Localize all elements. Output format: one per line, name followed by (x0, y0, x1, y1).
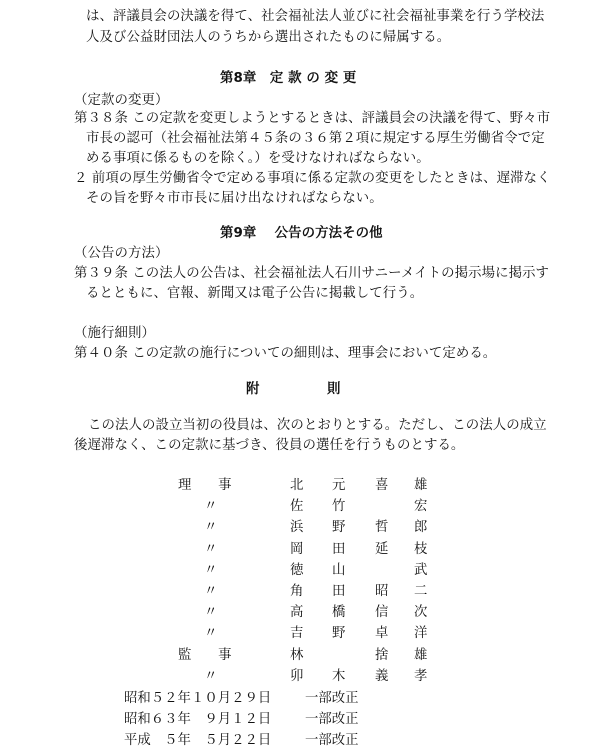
text-line: 第４０条 この定款の施行についての細則は、理事会において定める。 (74, 346, 497, 361)
officer-row (150, 645, 450, 667)
officer-name-char: 義 (375, 668, 389, 684)
officer-role: 〃 (204, 562, 218, 578)
text-line: 市長の認可（社会福祉法第４５条の３６第２項に規定する厚生労働省令で定 (86, 131, 545, 146)
revision-note: 一部改正 (305, 733, 359, 748)
section-heading: 附 則 (246, 382, 341, 397)
text-line: （施行細則） (74, 326, 155, 341)
officer-role: 監 事 (178, 647, 232, 663)
text-line: 人及び公益財団法人のうちから選出されたものに帰属する。 (86, 30, 451, 45)
text-line: （公告の方法） (74, 246, 169, 261)
section-heading: 第8章 定 款 の 変 更 (220, 71, 357, 86)
officer-name-char: 角 (290, 584, 304, 599)
text-line: める事項に係るものを除く。）を受けなければならない。 (86, 151, 430, 166)
text-line: は、評議員会の決議を得て、社会福祉法人並びに社会福祉事業を行う学校法 (86, 9, 545, 24)
officer-role: 理 事 (178, 478, 232, 493)
officer-name-char: 武 (414, 562, 428, 578)
officer-row (150, 539, 450, 561)
officer-name-char: 野 (332, 520, 346, 536)
officer-name-char: 徳 (290, 562, 304, 578)
officer-name-char: 田 (332, 541, 346, 557)
officer-name-char: 雄 (414, 478, 428, 493)
text-line: その旨を野々市市長に届け出なければならない。 (86, 191, 383, 206)
revision-date: 平成 ５年 ５月２２日 (124, 733, 272, 748)
officer-name-char: 竹 (332, 499, 346, 515)
officer-role: 〃 (204, 605, 218, 621)
officer-name-char: 田 (332, 584, 346, 599)
officer-name-char: 野 (332, 626, 346, 642)
officer-name-char: 吉 (290, 626, 304, 642)
officer-row (150, 475, 450, 497)
text-line: 第３８条 この定款を変更しようとするときは、評議員会の決議を得て、野々市 (74, 111, 551, 126)
officer-name-char: 橋 (332, 605, 346, 621)
officer-name-char: 北 (290, 478, 304, 493)
officer-name-char: 雄 (414, 647, 428, 663)
section-heading: 第9章 公告の方法その他 (220, 226, 383, 241)
text-line: 第３９条 この法人の公告は、社会福祉法人石川サニーメイトの掲示場に掲示す (74, 266, 550, 281)
officer-row (150, 666, 450, 688)
officer-name-char: 卓 (375, 626, 389, 642)
officer-role: 〃 (204, 541, 218, 557)
officer-name-char: 岡 (290, 541, 304, 557)
officer-name-char: 昭 (375, 584, 389, 599)
officer-name-char: 宏 (414, 499, 428, 515)
officer-row (150, 602, 450, 624)
revision-note: 一部改正 (305, 691, 359, 706)
officer-name-char: 木 (332, 668, 346, 684)
officer-role: 〃 (204, 626, 218, 642)
officer-name-char: 山 (332, 562, 346, 578)
officer-name-char: 卯 (290, 668, 304, 684)
officer-name-char: 洋 (414, 626, 428, 642)
officer-name-char: 枝 (414, 541, 428, 557)
officer-role: 〃 (204, 520, 218, 536)
revision-date: 昭和６３年 ９月１２日 (124, 712, 272, 727)
officer-name-char: 孝 (414, 668, 428, 684)
officer-name-char: 哲 (375, 520, 389, 536)
officer-row (150, 517, 450, 539)
officer-name-char: 高 (290, 605, 304, 621)
officer-row (150, 581, 450, 603)
officer-row (150, 623, 450, 645)
officer-name-char: 浜 (290, 520, 304, 536)
officer-name-char: 元 (332, 478, 346, 493)
text-line: 後遅滞なく、この定款に基づき、役員の選任を行うものとする。 (74, 438, 465, 453)
officer-name-char: 林 (290, 647, 304, 663)
officer-name-char: 信 (375, 605, 389, 621)
text-line: （定款の変更） (74, 93, 169, 108)
revision-note: 一部改正 (305, 712, 359, 727)
text-line: るとともに、官報、新聞又は電子公告に掲載して行う。 (86, 286, 424, 301)
officer-role: 〃 (204, 668, 218, 684)
officer-role: 〃 (204, 499, 218, 515)
officer-row (150, 496, 450, 518)
officer-name-char: 次 (414, 605, 428, 621)
officer-name-char: 郎 (414, 520, 428, 536)
revision-row (124, 731, 444, 751)
officer-name-char: 二 (414, 584, 428, 599)
officer-name-char: 延 (375, 541, 389, 557)
revision-row (124, 710, 444, 730)
officer-name-char: 喜 (375, 478, 389, 493)
officer-role: 〃 (204, 584, 218, 599)
officer-name-char: 捨 (375, 647, 389, 663)
officer-row (150, 560, 450, 582)
text-line: ２ 前項の厚生労働省令で定める事項に係る定款の変更をしたときは、遅滞なく (74, 171, 551, 186)
revision-row (124, 689, 444, 709)
officer-name-char: 佐 (290, 499, 304, 515)
text-line: この法人の設立当初の役員は、次のとおりとする。ただし、この法人の成立 (88, 418, 547, 433)
revision-date: 昭和５２年１０月２９日 (124, 691, 272, 706)
